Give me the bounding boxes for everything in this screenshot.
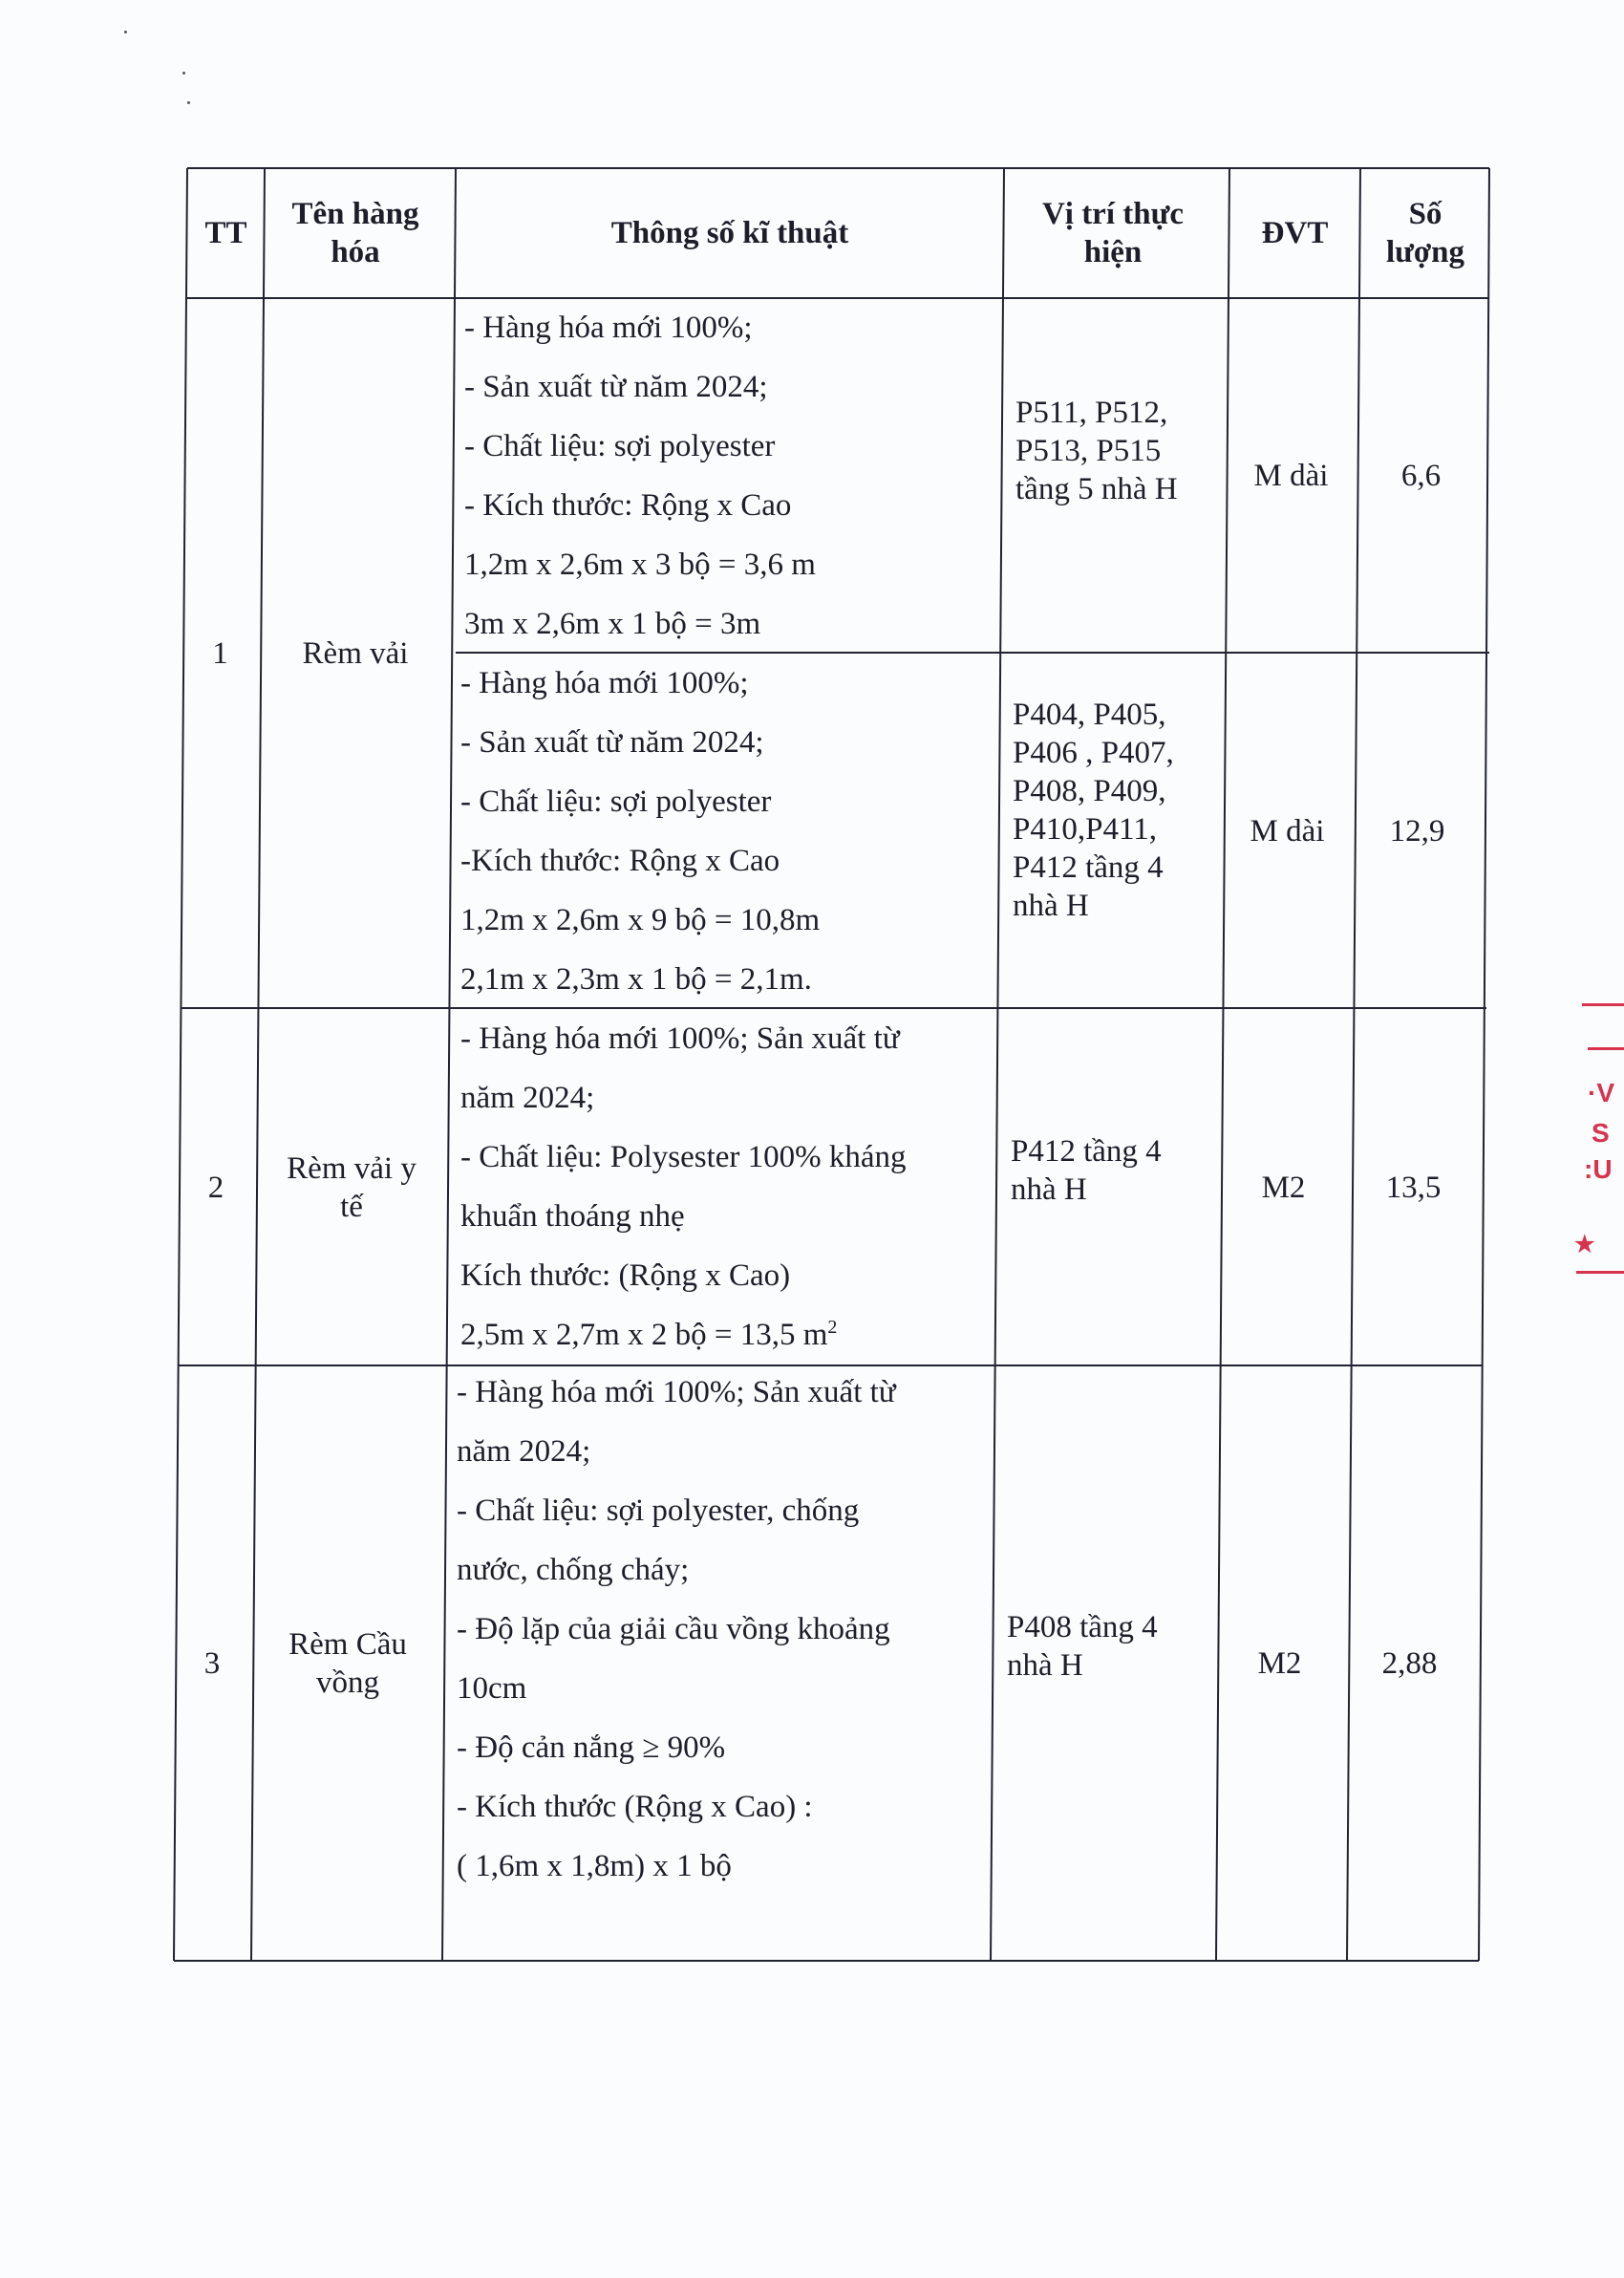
star-icon: ★ [1574,1232,1595,1257]
spec-line: năm 2024; [457,1434,591,1469]
spec-line: - Hàng hóa mới 100%; Sản xuất từ [457,1375,896,1409]
spec-line: - Sản xuất từ năm 2024; [464,370,768,404]
row2-unit: M2 [1261,1170,1306,1205]
row2-tt: 2 [207,1170,224,1205]
stamp-glyph: :U [1584,1154,1613,1184]
row1-name: Rèm vải [302,635,409,671]
spec-line: Kích thước: (Rộng x Cao) [460,1258,791,1293]
header-quantity: Số lượng [1385,197,1465,269]
spec-line: - Hàng hóa mới 100%; Sản xuất từ [460,1021,900,1056]
spec-line: 1,2m x 2,6m x 9 bộ = 10,8m [460,903,821,937]
spec-line: 2,1m x 2,3m x 1 bộ = 2,1m. [460,962,812,997]
spec-line: nước, chống cháy; [457,1553,690,1587]
header-name: Tên hàng hóa [291,197,419,269]
spec-line: khuẩn thoáng nhẹ [460,1199,685,1234]
spec-line: -Kích thước: Rộng x Cao [460,844,780,878]
spec-line: ( 1,6m x 1,8m) x 1 bộ [457,1849,732,1883]
spec-line: - Hàng hóa mới 100%; [460,666,749,700]
row1b-quantity: 12,9 [1389,813,1445,849]
spec-line: - Chất liệu: sợi polyester, chống [457,1494,860,1528]
header-unit: ĐVT [1261,216,1329,250]
row2-quantity: 13,5 [1385,1170,1442,1205]
row2-spec [447,1009,996,1365]
spec-line: - Chất liệu: Polysester 100% kháng [460,1140,907,1174]
row2-location: P412 tầng 4 nhà H [1011,1134,1162,1207]
row3-quantity: 2,88 [1381,1646,1438,1681]
row1a-location: P511, P512, P513, P515 tầng 5 nhà H [1015,396,1178,506]
row3-spec [443,1363,993,1961]
row1-tt: 1 [212,635,228,671]
row3-tt: 3 [203,1646,221,1681]
spec-line: 1,2m x 2,6m x 3 bộ = 3,6 m [464,548,816,582]
spec-line: 10cm [457,1671,527,1706]
spec-line: - Hàng hóa mới 100%; [464,311,753,345]
row1b-location: P404, P405, P406 , P407, P408, P409, P410,P411, P412 tầng 4 nhà H [1013,698,1174,923]
spec-line: 2,5m x 2,7m x 2 bộ = 13,5 $m^2$ [460,1317,838,1352]
stamp-glyph: ·V [1588,1078,1614,1107]
row1a-spec [451,298,1000,653]
header-location: Vị trí thực hiện [1041,197,1185,269]
spec-line: - Kích thước: Rộng x Cao [464,488,792,523]
spec-line: - Độ cản nắng ≥ 90% [457,1730,726,1765]
row1a-unit: M dài [1253,458,1329,493]
row1b-spec [447,654,996,1008]
row3-location: P408 tầng 4 nhà H [1007,1610,1158,1683]
header-tt: TT [204,216,247,250]
spec-line: - Chất liệu: sợi polyester [464,429,776,463]
official-stamp-fragment [1563,994,1624,1280]
row3-name: Rèm Cầu vồng [288,1627,407,1700]
row1a-quantity: 6,6 [1400,458,1442,493]
spec-line: - Độ lặp của giải cầu vồng khoảng [457,1612,890,1646]
spec-line: - Sản xuất từ năm 2024; [460,725,764,760]
row3-unit: M2 [1257,1646,1302,1681]
spec-line: năm 2024; [460,1081,595,1115]
spec-line: - Chất liệu: sợi polyester [460,784,772,819]
spec-line: - Kích thước (Rộng x Cao) : [457,1790,813,1824]
row2-name: Rèm vải y tế [287,1150,417,1224]
stamp-glyph: S [1592,1118,1610,1148]
header-spec: Thông số kĩ thuật [610,216,849,250]
spec-line: 3m x 2,6m x 1 bộ = 3m [464,607,761,641]
row1b-unit: M dài [1250,813,1325,849]
